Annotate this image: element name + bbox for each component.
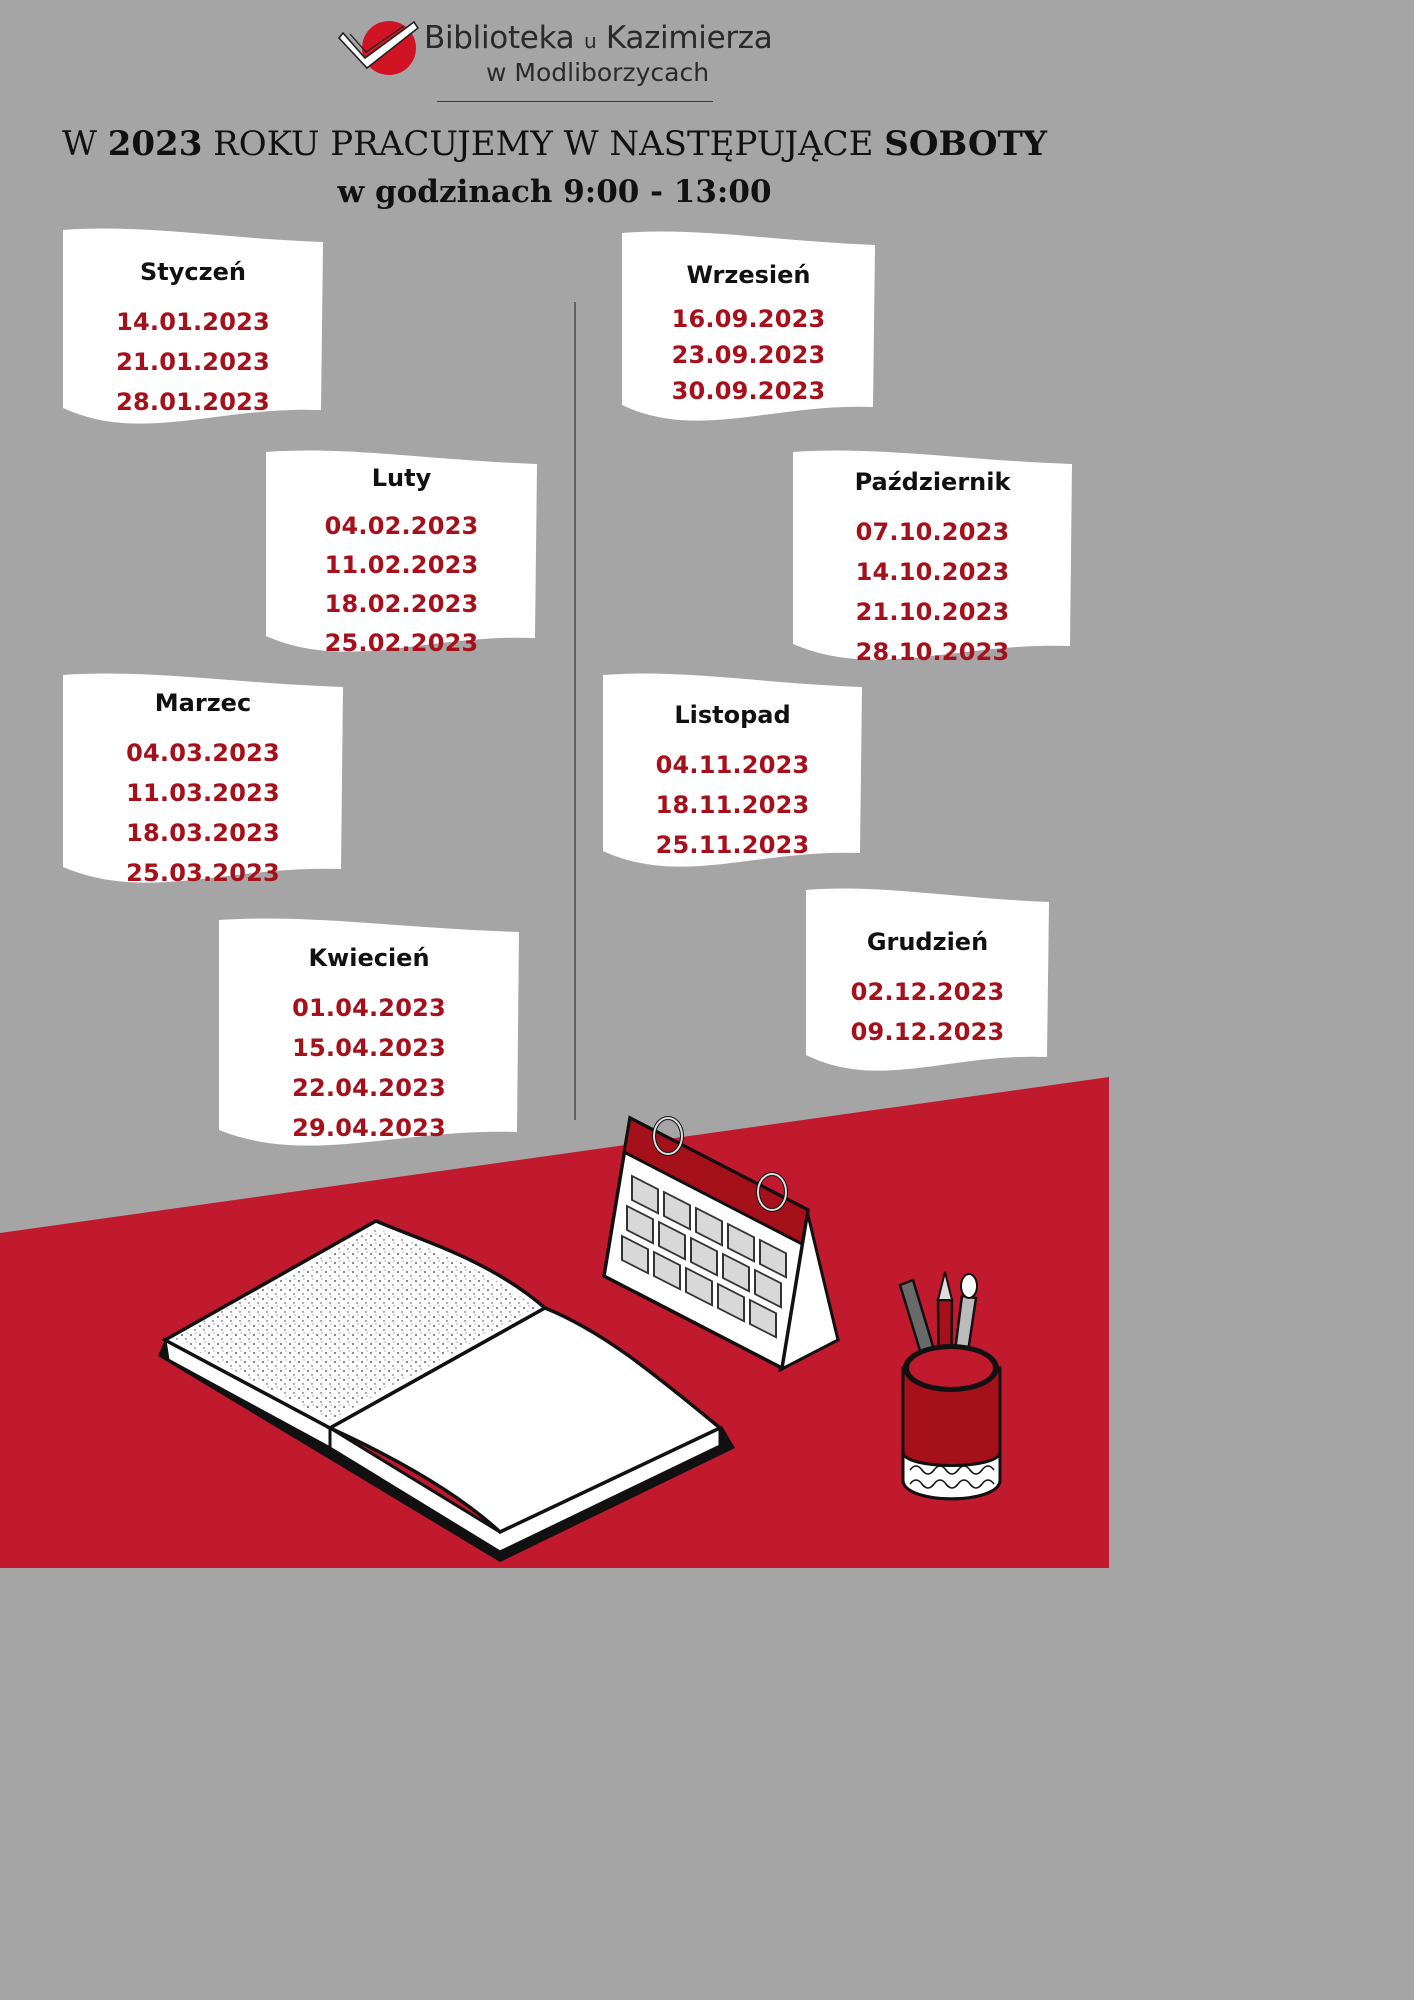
saturday-date: 28.01.2023	[116, 388, 270, 416]
month-card	[63, 228, 323, 436]
month-name: Luty	[371, 464, 432, 492]
title-middle: ROKU PRACUJEMY W NASTĘPUJĄCE	[202, 124, 885, 164]
month-name: Grudzień	[866, 928, 989, 956]
saturday-date: 14.01.2023	[116, 308, 270, 336]
saturday-date: 01.04.2023	[292, 994, 446, 1022]
page-title	[0, 124, 1109, 164]
library-name-connector: u	[583, 29, 597, 53]
saturday-date: 25.11.2023	[655, 831, 810, 859]
saturday-date: 04.02.2023	[324, 512, 479, 540]
month-name: Kwiecień	[308, 944, 430, 972]
title-day: SOBOTY	[884, 124, 1048, 164]
month-card	[603, 673, 862, 879]
saturday-date: 25.03.2023	[126, 859, 280, 887]
saturday-date: 21.01.2023	[116, 348, 270, 376]
month-name: Marzec	[154, 689, 252, 717]
library-name-line1	[424, 20, 772, 56]
month-card-content	[219, 944, 519, 1148]
saturday-date: 29.04.2023	[292, 1114, 446, 1142]
saturday-date: 22.04.2023	[292, 1074, 446, 1102]
month-card-content	[793, 468, 1072, 672]
library-name-line2: w Modliborzycach	[486, 58, 710, 87]
saturday-date: 28.10.2023	[855, 638, 1010, 666]
month-card	[219, 918, 519, 1158]
month-card	[266, 450, 537, 664]
month-card-content	[63, 689, 343, 893]
saturday-date: 09.12.2023	[850, 1018, 1005, 1046]
month-name: Styczeń	[140, 258, 246, 286]
month-card-content	[63, 258, 323, 422]
saturday-date: 04.11.2023	[655, 751, 810, 779]
month-card	[806, 888, 1049, 1083]
month-name: Wrzesień	[686, 261, 811, 289]
month-card-content	[603, 701, 862, 865]
saturday-date: 21.10.2023	[855, 598, 1010, 626]
month-card-content	[622, 261, 875, 409]
saturday-date: 18.11.2023	[655, 791, 810, 819]
month-card	[63, 673, 343, 895]
saturday-date: 11.03.2023	[126, 779, 280, 807]
saturday-date: 02.12.2023	[850, 978, 1005, 1006]
logo-divider	[437, 101, 713, 102]
saturday-date: 18.02.2023	[324, 590, 479, 618]
opening-hours: w godzinach 9:00 - 13:00	[337, 174, 772, 210]
saturday-date: 11.02.2023	[324, 551, 479, 579]
saturday-date: 23.09.2023	[671, 341, 826, 369]
saturday-date: 07.10.2023	[855, 518, 1010, 546]
saturday-date: 04.03.2023	[126, 739, 280, 767]
month-card	[793, 450, 1072, 672]
saturday-date: 30.09.2023	[671, 377, 826, 405]
library-name-main: Biblioteka	[424, 20, 575, 56]
title-prefix: W	[61, 124, 108, 164]
month-card-content	[806, 928, 1049, 1052]
saturday-date: 18.03.2023	[126, 819, 280, 847]
month-card	[622, 231, 875, 433]
title-year: 2023	[107, 124, 203, 164]
saturday-date: 14.10.2023	[855, 558, 1010, 586]
month-name: Październik	[854, 468, 1011, 496]
saturday-date: 16.09.2023	[671, 305, 826, 333]
month-name: Listopad	[674, 701, 791, 729]
library-name-end: Kazimierza	[605, 20, 773, 56]
saturday-date: 25.02.2023	[324, 629, 479, 657]
saturday-date: 15.04.2023	[292, 1034, 446, 1062]
month-card-content	[266, 464, 537, 663]
